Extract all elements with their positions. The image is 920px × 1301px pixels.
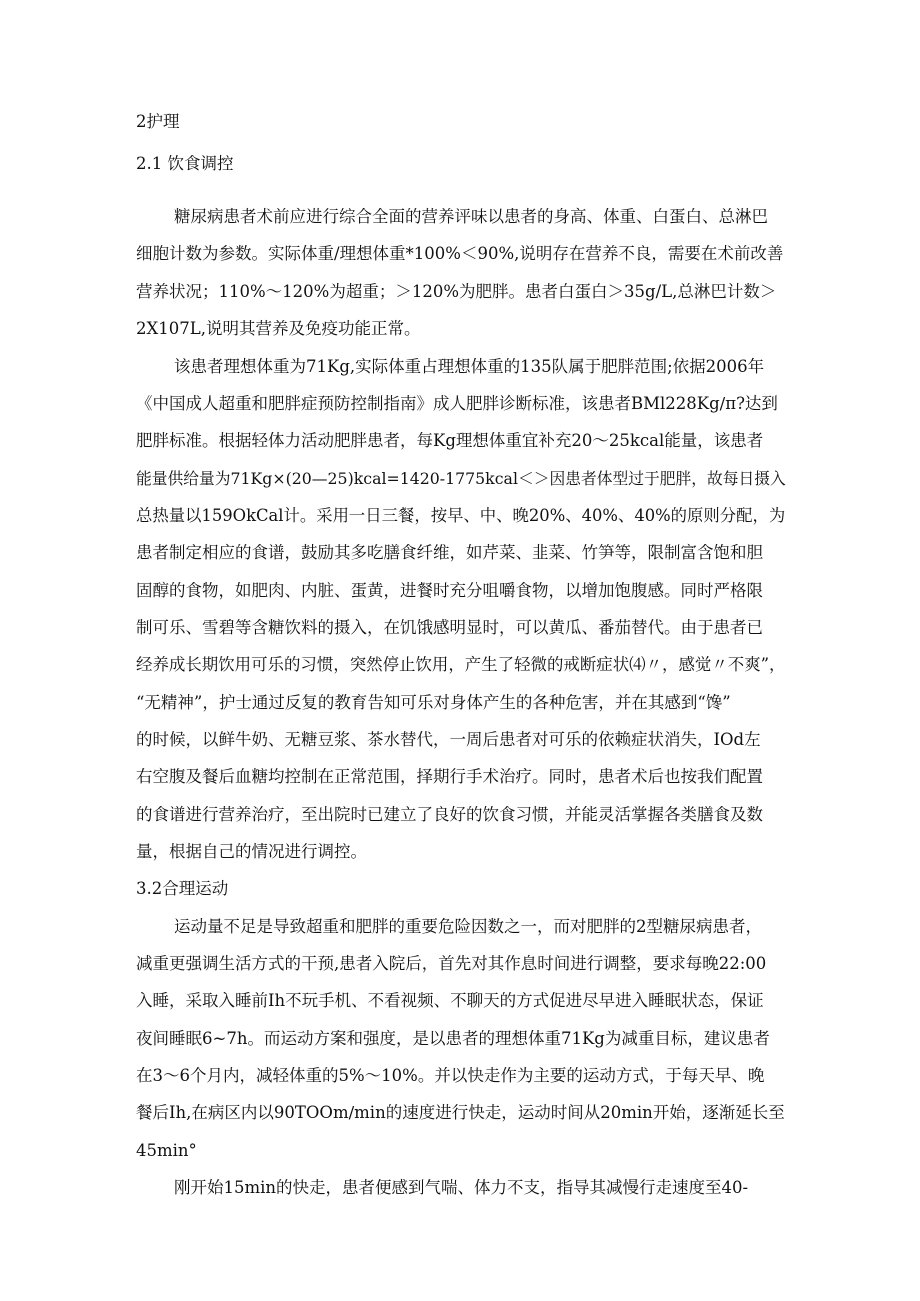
paragraph-line: 的时候，以鲜牛奶、无糖豆浆、茶水替代，一周后患者对可乐的依赖症状消失，IOd左	[136, 730, 761, 749]
paragraph-line: 肥胖标准。根据轻体力活动肥胖患者，每Kg理想体重宜补充20～25kcal能量，该患者	[136, 431, 764, 450]
paragraph-line: 能量供给量为71Kg×(20—25)kcal=1420-1775kcal＜＞因患者体型过于肥胖，故每日摄入	[136, 469, 786, 488]
paragraph-line: 糖尿病患者术前应进行综合全面的营养评味以患者的身高、体重、白蛋白、总淋巴	[174, 207, 768, 226]
paragraph-line: 细胞计数为参数。实际体重/理想体重*100%＜90%,说明存在营养不良，需要在术前改善	[136, 244, 784, 263]
subsection-heading-exercise: 3.2合理运动	[136, 879, 229, 898]
paragraph-line: 入睡，采取入睡前Ih不玩手机、不看视频、不聊天的方式促进尽早进入睡眠状态，保证	[136, 991, 764, 1010]
paragraph-line: 在3～6个月内，减轻体重的5%～10%。并以快走作为主要的运动方式，于每天早、晚	[136, 1066, 765, 1085]
paragraph-line: 《中国成人超重和肥胖症预防控制指南》成人肥胖诊断标准，该患者BMl228Kg∕π?达到	[136, 394, 778, 413]
section-heading-nursing: 2护理	[136, 112, 180, 131]
paragraph-line: 患者制定相应的食谱，鼓励其多吃膳食纤维，如芹菜、韭菜、竹笋等，限制富含饱和胆	[136, 543, 763, 562]
paragraph-line: 经养成长期饮用可乐的习惯，突然停止饮用，产生了轻微的戒断症状⑷〃，感觉〃不爽”，	[136, 655, 786, 674]
paragraph-line: 餐后Ih,在病区内以90TOOm∕min的速度进行快走，运动时间从20min开始，逐渐延长至	[136, 1103, 785, 1122]
paragraph-line: 减重更强调生活方式的干预,患者入院后，首先对其作息时间进行调整，要求每晚22:00	[136, 954, 767, 973]
paragraph-line: 制可乐、雪碧等含糖饮料的摄入，在饥饿感明显时，可以黄瓜、番茄替代。由于患者已	[136, 618, 763, 637]
paragraph-line: 右空腹及餐后血糖均控制在正常范围，择期行手术治疗。同时，患者术后也按我们配置	[136, 767, 763, 786]
paragraph-line: 营养状况；110%～120%为超重；＞120%为肥胖。患者白蛋白＞35g/L,总淋巴计数＞	[136, 282, 777, 301]
paragraph-line: 45min°	[136, 1141, 197, 1160]
paragraph-line: 的食谱进行营养治疗，至出院时已建立了良好的饮食习惯，并能灵活掌握各类膳食及数	[136, 805, 763, 824]
paragraph-line: 该患者理想体重为71Kg,实际体重占理想体重的135队属于肥胖范围;依据2006年	[174, 357, 765, 376]
paragraph-line: “无精神”，护士通过反复的教育告知可乐对身体产生的各种危害，并在其感到“馋”	[136, 693, 731, 712]
subsection-heading-diet-control: 2.1 饮食调控	[136, 154, 234, 173]
paragraph-line: 刚开始15min的快走，患者便感到气喘、体力不支，指导其减慢行走速度至40-	[174, 1178, 749, 1197]
paragraph-line: 运动量不足是导致超重和肥胖的重要危险因数之一，而对肥胖的2型糖尿病患者，	[174, 917, 762, 936]
paragraph-line: 总热量以159OkCal计。采用一日三餐，按早、中、晚20%、40%、40%的原则分配，为	[136, 506, 786, 525]
paragraph-line: 量，根据自己的情况进行调控。	[136, 842, 367, 861]
paragraph-line: 夜间睡眠6~7h。而运动方案和强度，是以患者的理想体重71Kg为减重目标，建议患者	[136, 1029, 770, 1048]
paragraph-line: 固醇的食物，如肥肉、内脏、蛋黄，进餐时充分咀嚼食物，以增加饱腹感。同时严格限	[136, 581, 763, 600]
paragraph-line: 2X107L,说明其营养及免疫功能正常。	[136, 319, 421, 338]
